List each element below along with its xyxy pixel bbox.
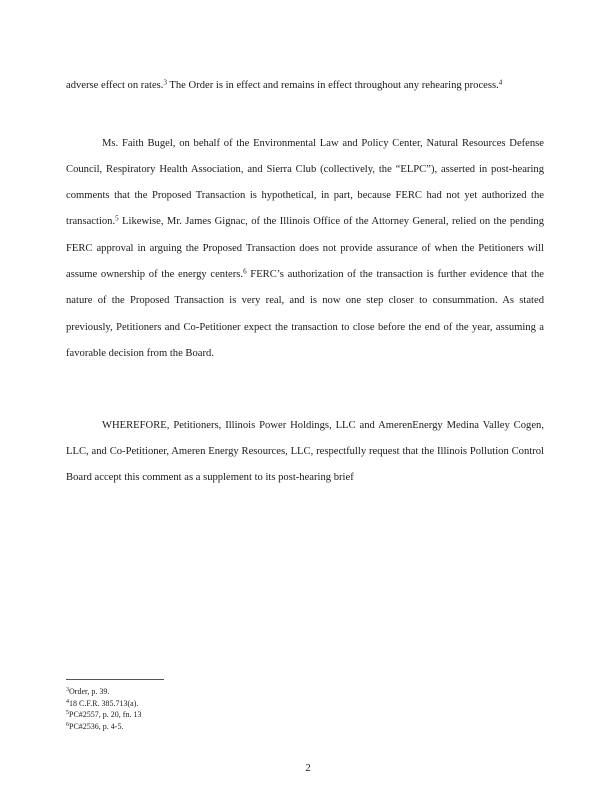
paragraph-text: adverse effect on rates. <box>66 79 164 91</box>
footnote-item <box>66 709 366 721</box>
paragraph-elpc-comments <box>66 131 544 368</box>
footnote-ref: 4 <box>498 78 503 87</box>
paragraph-text: WHEREFORE, Petitioners, Illinois Power Holdings, LLC and AmerenEnergy Medina Valley Cogen, LLC, and Co-Petitioner, Ameren Energy Resources, LLC, respectfully request that the Illinois Pollution Control Board accept this comment as a supplement to its post-hearing brief <box>66 419 544 484</box>
paragraph-text: FERC’s authorization of the transaction is further evidence that the nature of the Proposed Transaction is very real, and is now one step closer to consummation. As stated previously, Petitioners and Co-Petitioner expect the transaction to close before the end of the year, assuming a favorable decision from the Board. <box>66 269 544 359</box>
footnote-item <box>66 698 366 710</box>
footnote-text: Order, p. 39. <box>69 687 110 696</box>
footnote-divider <box>66 679 164 680</box>
paragraph-wherefore <box>66 413 544 492</box>
paragraph-text: Likewise, Mr. James Gignac, of the Illinois Office of the Attorney General, relied on the pending FERC approval in arguing the Proposed Transaction does not provide assurance of when the Petitioners will assume ownership of the energy centers. <box>66 216 544 281</box>
footnote-number: 4 <box>66 698 69 705</box>
paragraph-order-effect <box>66 73 544 99</box>
footnote-number: 5 <box>66 710 69 716</box>
footnote-ref: 6 <box>243 267 247 276</box>
footnote-text: PC#2557, p. 20, fn. 13 <box>69 710 142 719</box>
paragraph-text: The Order is in effect and remains in effect throughout any rehearing process. <box>166 79 499 91</box>
footnote-number: 6 <box>66 721 69 728</box>
footnote-ref: 5 <box>115 214 119 223</box>
footnote-item <box>66 686 366 698</box>
footnote-number: 3 <box>66 687 69 693</box>
footnote-ref: 3 <box>163 78 167 87</box>
footnote-item <box>66 721 366 733</box>
footnote-text: 18 C.F.R. 385.713(a). <box>69 698 139 708</box>
page-number: 2 <box>305 762 311 774</box>
footnote-text: PC#2536, p. 4-5. <box>69 721 124 731</box>
paragraph-text: Ms. Faith Bugel, on behalf of the Environmental Law and Policy Center, Natural Resources Defense Council, Respiratory Health Association, and Sierra Club (collectively, the “ELPC”), asserted in post-hearing comments that the Proposed Transaction is hypothetical, in part, because FERC had not yet authorized the transaction. <box>66 137 544 228</box>
footnotes <box>66 686 366 732</box>
